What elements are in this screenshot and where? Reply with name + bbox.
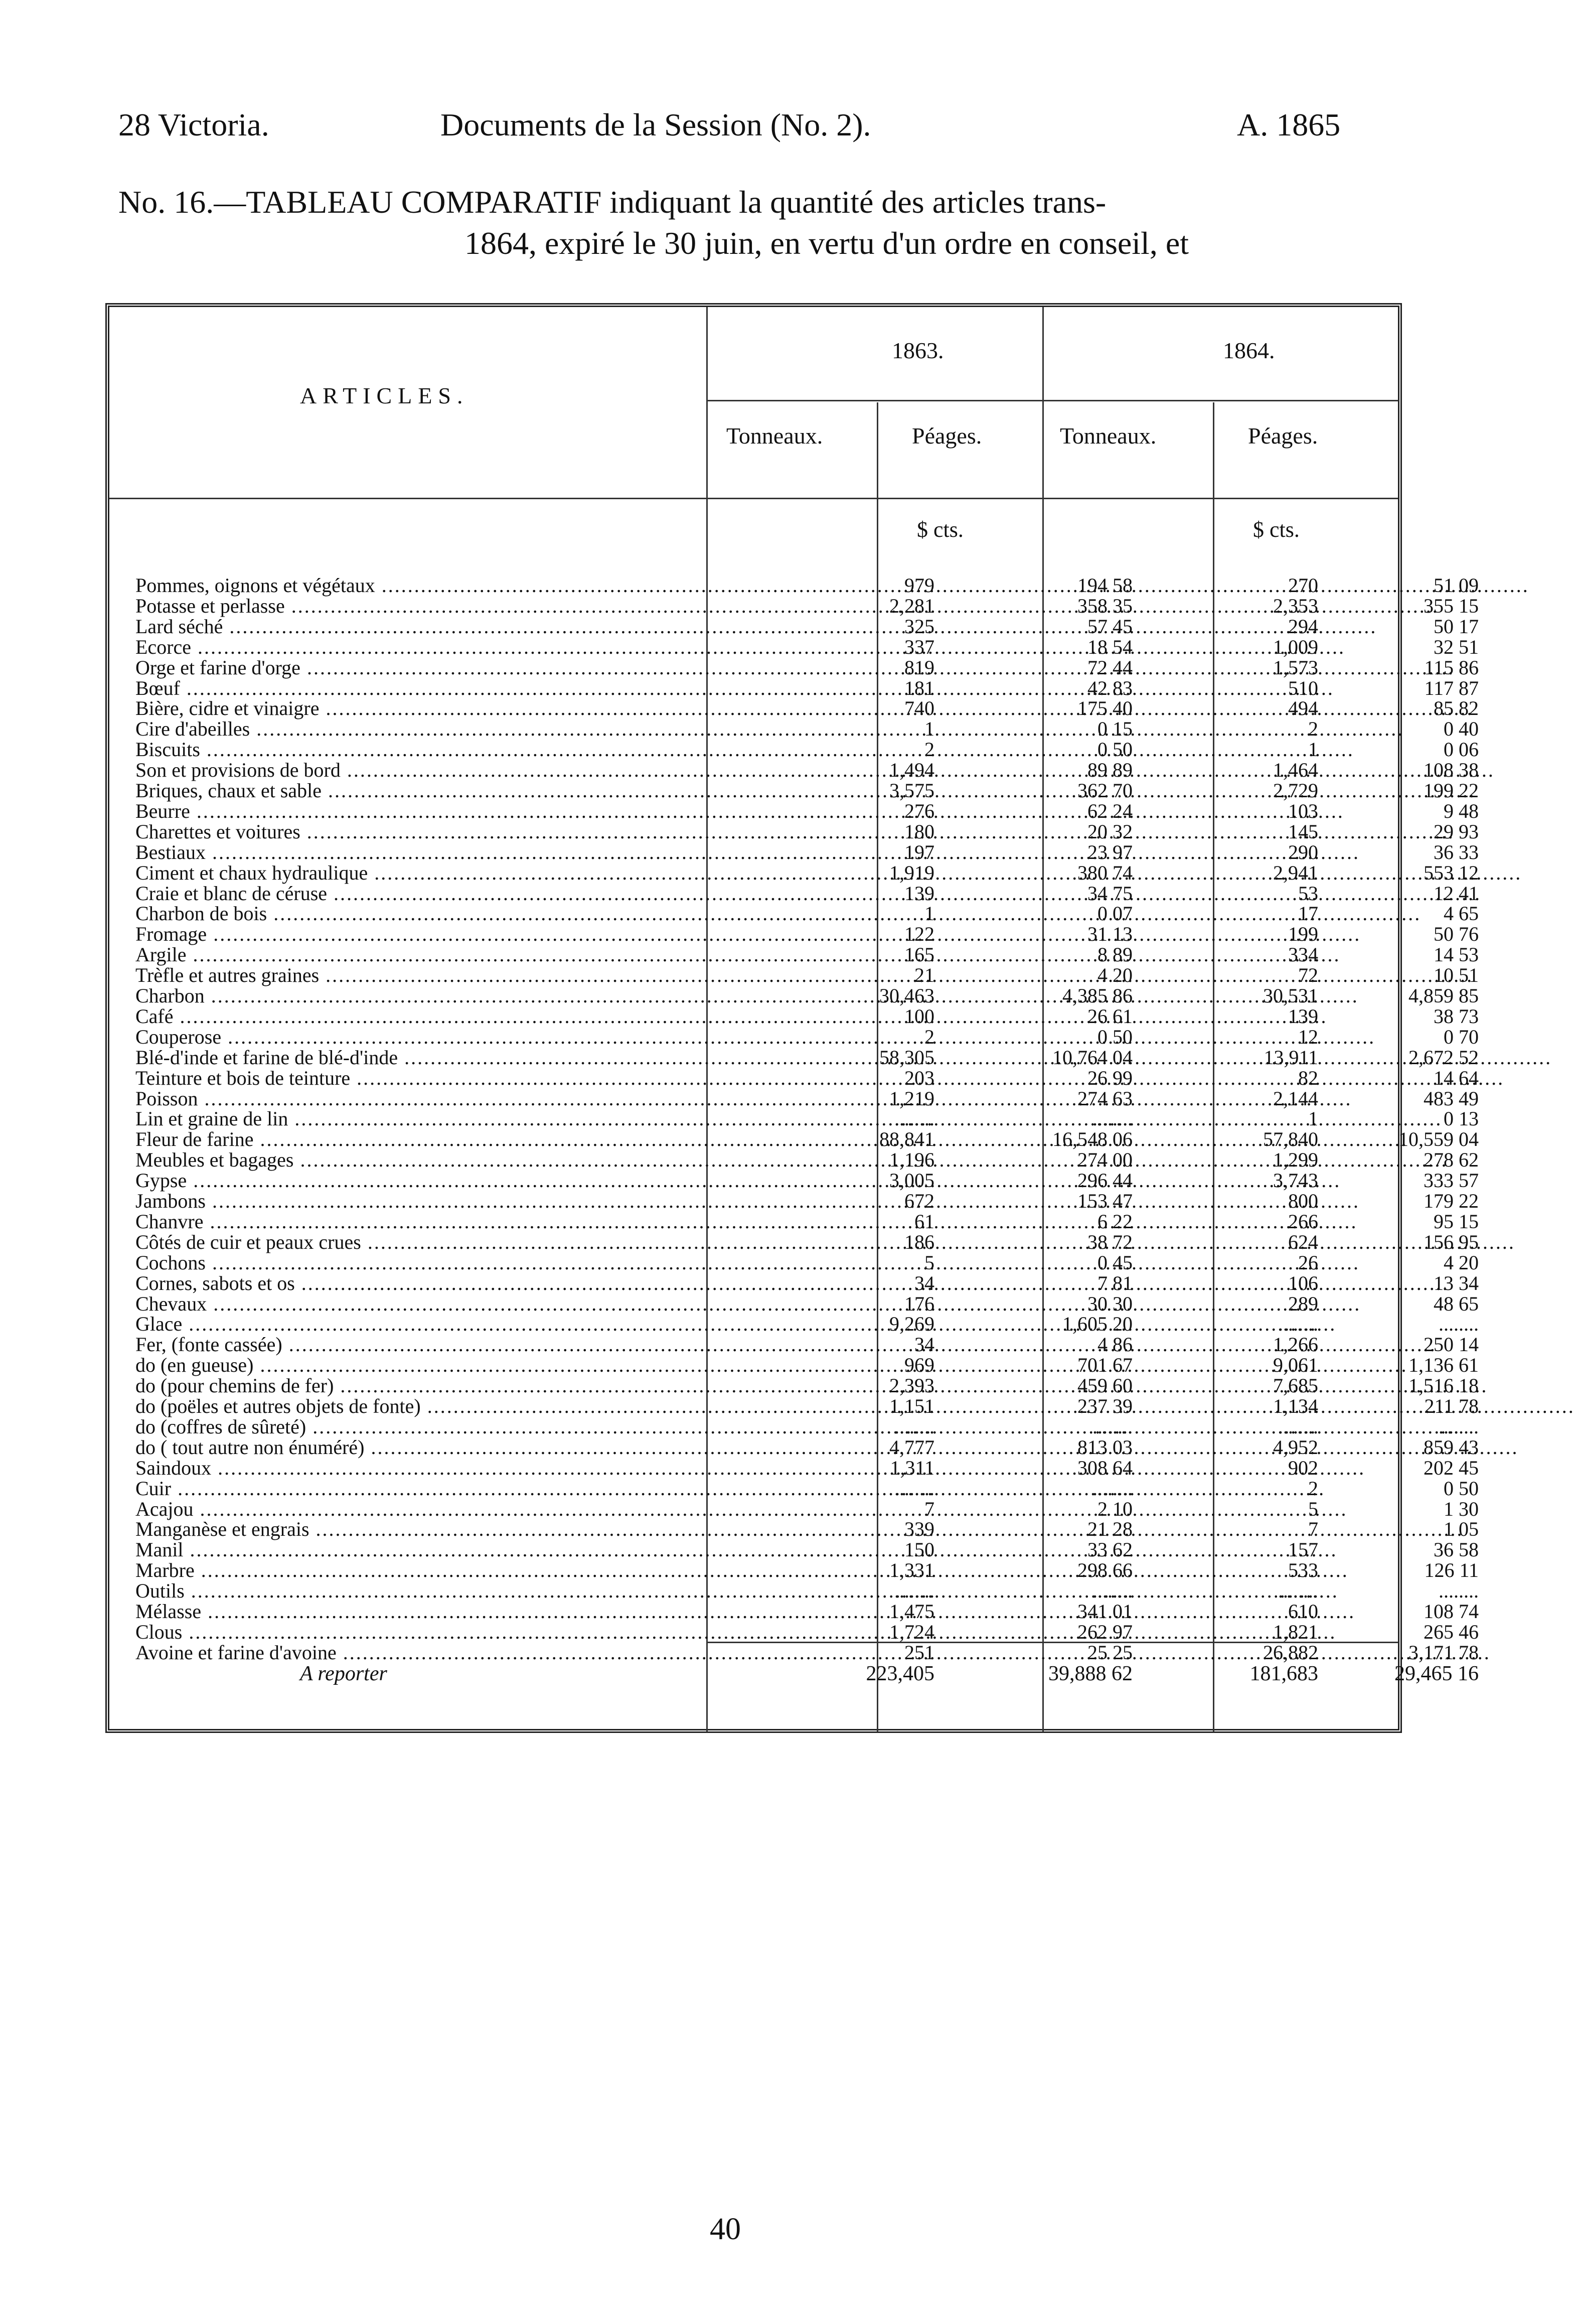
peages-1863: ........ <box>1092 1107 1133 1130</box>
peages-1864: 199 22 <box>1424 779 1479 802</box>
article-name: Bestiaux ..... <box>135 840 813 865</box>
article-name: do (poëles et autres objets de fonte) ..... <box>135 1394 813 1419</box>
tonneaux-1864: 2 <box>1308 1477 1318 1500</box>
peages-1863: 194 58 <box>1077 574 1133 597</box>
peages-1863: 26 61 <box>1087 1004 1133 1028</box>
peages-1864: 553 12 <box>1424 861 1479 884</box>
peages-1864: 85 82 <box>1434 697 1479 720</box>
article-name: Avoine et farine d'avoine ..... <box>135 1640 813 1665</box>
peages-1863: 0 15 <box>1097 717 1133 741</box>
peages-1864: 278 62 <box>1424 1148 1479 1172</box>
article-name: Charbon de bois ..... <box>135 901 813 926</box>
peages-1864: 1 30 <box>1444 1497 1479 1520</box>
article-name: Chevaux ..... <box>135 1291 813 1317</box>
peages-1863: 308 64 <box>1077 1456 1133 1479</box>
article-name: Argile ..... <box>135 942 813 967</box>
tonneaux-1863: ........ <box>894 1579 934 1603</box>
peages-1863: 262 97 <box>1077 1620 1133 1643</box>
tonneaux-1864: 9,061 <box>1273 1354 1318 1377</box>
tonneaux-1863: 1,724 <box>889 1620 934 1643</box>
peages-1863: 33 62 <box>1087 1538 1133 1561</box>
tonneaux-1864: 1,134 <box>1273 1395 1318 1417</box>
article-name: Biscuits ..... <box>135 737 813 762</box>
peages-1863: 72 44 <box>1087 656 1133 679</box>
tonneaux-1864: 17 <box>1298 902 1318 925</box>
peages-1863: 296 44 <box>1077 1169 1133 1192</box>
peages-1864: 250 14 <box>1424 1333 1479 1356</box>
peages-1864: 0 13 <box>1444 1107 1479 1130</box>
article-name: Briques, chaux et sable ..... <box>135 778 813 803</box>
peages-1863: ........ <box>1092 1415 1133 1438</box>
tonneaux-1863: 1 <box>924 717 934 741</box>
peages-1864: 1,516 18 <box>1408 1374 1479 1397</box>
peages-1863: 18 54 <box>1087 635 1133 658</box>
peages-1863: 380 74 <box>1077 861 1133 884</box>
tonneaux-1864: 266 <box>1288 1210 1318 1233</box>
tonneaux-1864: 1,573 <box>1273 656 1318 679</box>
tonneaux-1864: ........ <box>1278 1313 1318 1336</box>
peages-1864: 13 34 <box>1434 1271 1479 1294</box>
peages-1864: 1 05 <box>1444 1518 1479 1541</box>
peages-1863: 0 50 <box>1097 738 1133 761</box>
tonneaux-1863: 61 <box>914 1210 934 1233</box>
peages-1864: 483 49 <box>1424 1087 1479 1110</box>
tonneaux-1864: 157 <box>1288 1538 1318 1561</box>
article-name: Fleur de farine ..... <box>135 1127 813 1152</box>
tonneaux-1863: 1 <box>924 902 934 925</box>
table-title-line-2: 1864, expiré le 30 juin, en vertu d'un ordre en conseil, et <box>464 225 1189 261</box>
article-name: Blé-d'inde et farine de blé-d'inde ..... <box>135 1045 813 1070</box>
tonneaux-1863: ........ <box>894 1107 934 1130</box>
peages-1863: 274 00 <box>1077 1148 1133 1172</box>
year-header-rule <box>706 400 1398 401</box>
tonneaux-1863: 2 <box>924 1025 934 1048</box>
article-name: Acajou ..... <box>135 1497 813 1522</box>
tonneaux-1863: 180 <box>904 820 934 843</box>
article-name: Cornes, sabots et os ..... <box>135 1271 813 1296</box>
article-name: Fer, (fonte cassée) ..... <box>135 1332 813 1357</box>
tonneaux-1863: 139 <box>904 882 934 905</box>
tonneaux-1864: 139 <box>1288 1004 1318 1028</box>
tonneaux-1864: 290 <box>1288 840 1318 863</box>
peages-1864: 14 53 <box>1434 943 1479 966</box>
peages-1863: 0 07 <box>1097 902 1133 925</box>
peages-1864: 333 57 <box>1424 1169 1479 1192</box>
peages-1863: 25 25 <box>1087 1641 1133 1664</box>
peages-1864: 4 20 <box>1444 1251 1479 1274</box>
tonneaux-1863: 1,311 <box>890 1456 934 1479</box>
tonneaux-1864: 13,911 <box>1264 1046 1318 1069</box>
tonneaux-1864: 1 <box>1308 1107 1318 1130</box>
peages-1864: 179 22 <box>1424 1190 1479 1212</box>
header-bottom-rule <box>109 498 1398 499</box>
peages-1863: 4 20 <box>1097 964 1133 987</box>
article-name: Manil ..... <box>135 1537 813 1562</box>
tonneaux-1863: 339 <box>904 1518 934 1541</box>
peages-1864-header: Péages. <box>1248 423 1318 449</box>
tonneaux-1863: 3,005 <box>889 1169 934 1192</box>
article-name: Fromage ..... <box>135 922 813 947</box>
article-name: Lard séché ..... <box>135 614 813 639</box>
peages-1863: ........ <box>1092 1579 1133 1603</box>
article-name: Glace ..... <box>135 1312 813 1337</box>
article-name: Marbre ..... <box>135 1558 813 1583</box>
tonneaux-1863: 186 <box>904 1230 934 1253</box>
article-name: Chanvre ..... <box>135 1209 813 1234</box>
tonneaux-1864: 902 <box>1288 1456 1318 1479</box>
peages-1864: 355 15 <box>1424 594 1479 617</box>
tonneaux-1863: 1,331 <box>889 1559 934 1582</box>
tonneaux-1864: 510 <box>1288 676 1318 699</box>
tonneaux-1864: 26 <box>1298 1251 1318 1274</box>
tonneaux-1863: 122 <box>904 923 934 946</box>
article-name: Poisson ..... <box>135 1086 813 1111</box>
article-name: Côtés de cuir et peaux crues ..... <box>135 1230 813 1255</box>
tonneaux-1863: 58,305 <box>879 1046 934 1069</box>
tonneaux-1864: 1,299 <box>1273 1148 1318 1172</box>
tonneaux-1864: 7 <box>1308 1518 1318 1541</box>
article-name: do ( tout autre non énuméré) ..... <box>135 1435 813 1460</box>
article-name: do (en gueuse) ..... <box>135 1353 813 1378</box>
article-name: Orge et farine d'orge ..... <box>135 655 813 680</box>
article-name: Ciment et chaux hydraulique ..... <box>135 860 813 886</box>
peages-1863: 1,605 20 <box>1062 1313 1133 1336</box>
tonneaux-1864: ........ <box>1278 1579 1318 1603</box>
peages-1863: 23 97 <box>1087 840 1133 863</box>
peages-1864: 10,559 04 <box>1398 1128 1479 1151</box>
articles-column-header: ARTICLES. <box>300 383 469 408</box>
article-name: Cochons ..... <box>135 1250 813 1275</box>
comparative-table <box>105 303 1479 1733</box>
article-name: Charbon ..... <box>135 983 813 1008</box>
tonneaux-1863: 1,475 <box>889 1600 934 1623</box>
tonneaux-1863: 1,196 <box>889 1148 934 1172</box>
peages-1863: 362 70 <box>1077 779 1133 802</box>
tonneaux-1863: 325 <box>904 615 934 638</box>
tonneaux-1864: 1,821 <box>1273 1620 1318 1643</box>
tonneaux-1864: 2 <box>1308 717 1318 741</box>
peages-1864: 115 86 <box>1424 656 1479 679</box>
running-head-left: 28 Victoria. <box>118 107 269 142</box>
tonneaux-1863: 34 <box>914 1271 934 1294</box>
tonneaux-1864: 289 <box>1288 1292 1318 1315</box>
tonneaux-1864: 1,266 <box>1273 1333 1318 1356</box>
peages-1864: 36 58 <box>1434 1538 1479 1561</box>
tonneaux-1863: 9,269 <box>889 1313 934 1336</box>
year-1864-header: 1864. <box>1223 338 1275 363</box>
peages-1864: 36 33 <box>1434 840 1479 863</box>
article-name: Pommes, oignons et végétaux ..... <box>135 573 813 598</box>
tonneaux-1863: ........ <box>894 1415 934 1438</box>
running-head <box>0 106 1450 147</box>
tonneaux-1864: 1,009 <box>1273 635 1318 658</box>
table-title-line-1: No. 16.—TABLEAU COMPARATIF indiquant la quantité des articles trans- <box>118 184 1107 220</box>
peages-1864: 38 73 <box>1434 1004 1479 1028</box>
tonneaux-1863: 2,281 <box>889 594 934 617</box>
tonneaux-1863: 1,151 <box>889 1395 934 1417</box>
peages-1863: 7 81 <box>1097 1271 1133 1294</box>
tonneaux-1864: ........ <box>1278 1415 1318 1438</box>
article-name: do (coffres de sûreté) ..... <box>135 1414 813 1439</box>
article-name: Potasse et perlasse ..... <box>135 594 813 619</box>
peages-1864: 50 76 <box>1434 923 1479 946</box>
tonneaux-1863: 979 <box>904 574 934 597</box>
tonneaux-1863: 2,393 <box>889 1374 934 1397</box>
tonneaux-1863: 34 <box>914 1333 934 1356</box>
peages-1864: 108 74 <box>1424 1600 1479 1623</box>
article-name: Charettes et voitures ..... <box>135 819 813 844</box>
tonneaux-1863: 150 <box>904 1538 934 1561</box>
tonneaux-1863: 181 <box>904 676 934 699</box>
tonneaux-1864: 800 <box>1288 1190 1318 1212</box>
tonneaux-1863-header: Tonneaux. <box>726 423 823 449</box>
peages-1864: 2,672 52 <box>1408 1046 1479 1069</box>
total-label: A reporter <box>300 1662 387 1685</box>
tonneaux-1864-header: Tonneaux. <box>1060 423 1157 449</box>
article-name: Teinture et bois de teinture ..... <box>135 1066 813 1091</box>
tonneaux-1864: 2,941 <box>1273 861 1318 884</box>
year-1863-header: 1863. <box>892 338 944 363</box>
tonneaux-1863: 337 <box>904 635 934 658</box>
peages-1864: 4 65 <box>1444 902 1479 925</box>
unit-1863-peages: $ cts. <box>917 517 964 542</box>
peages-1863: 701 67 <box>1077 1354 1133 1377</box>
tonneaux-1864: 2,729 <box>1273 779 1318 802</box>
article-name: Bière, cidre et vinaigre ..... <box>135 696 813 721</box>
peages-1864: 156 95 <box>1424 1230 1479 1253</box>
peages-1863: 16,548 06 <box>1052 1128 1133 1151</box>
peages-1863: 31 13 <box>1087 923 1133 946</box>
peages-1864: 117 87 <box>1424 676 1479 699</box>
tonneaux-1863: 969 <box>904 1354 934 1377</box>
peages-1863: 175 40 <box>1077 697 1133 720</box>
tonneaux-1863: 7 <box>924 1497 934 1520</box>
total-tonneaux-1864: 181,683 <box>1249 1662 1318 1685</box>
total-peages-1864: 29,465 16 <box>1394 1662 1479 1685</box>
tonneaux-1863: 88,841 <box>879 1128 934 1151</box>
peages-1863: 341 01 <box>1077 1600 1133 1623</box>
tonneaux-1864: 30,531 <box>1263 984 1318 1007</box>
peages-1864: 0 70 <box>1444 1025 1479 1048</box>
article-name: Beurre ..... <box>135 799 813 824</box>
peages-1863: 0 50 <box>1097 1025 1133 1048</box>
peages-1863: 4,385 86 <box>1062 984 1133 1007</box>
tonneaux-1863: 276 <box>904 799 934 822</box>
peages-1863: 42 83 <box>1087 676 1133 699</box>
peages-1864: 0 50 <box>1444 1477 1479 1500</box>
tonneaux-1863: 4,777 <box>889 1435 934 1459</box>
peages-1863: 8 89 <box>1097 943 1133 966</box>
article-name: Son et provisions de bord ..... <box>135 758 813 783</box>
peages-1863: 34 75 <box>1087 882 1133 905</box>
peages-1863: 153 47 <box>1077 1190 1133 1212</box>
tonneaux-1863: 1,494 <box>889 759 934 782</box>
tonneaux-1864: 5 <box>1308 1497 1318 1520</box>
tonneaux-1864: 72 <box>1298 964 1318 987</box>
tonneaux-1863: 251 <box>904 1641 934 1664</box>
tonneaux-1863: 21 <box>914 964 934 987</box>
peages-1864: 0 06 <box>1444 738 1479 761</box>
peages-1864: 32 51 <box>1434 635 1479 658</box>
article-name: Café ..... <box>135 1004 813 1029</box>
peages-1864: 202 45 <box>1424 1456 1479 1479</box>
tonneaux-1863: 1,919 <box>889 861 934 884</box>
tonneaux-1864: 4,952 <box>1273 1435 1318 1459</box>
tonneaux-1864: 533 <box>1288 1559 1318 1582</box>
article-name: Ecorce ..... <box>135 635 813 660</box>
peages-1863: ........ <box>1092 1477 1133 1500</box>
total-tonneaux-1863: 223,405 <box>866 1662 934 1685</box>
peages-1864: 265 46 <box>1424 1620 1479 1643</box>
tonneaux-1863: 1,219 <box>889 1087 934 1110</box>
article-name: Cuir ..... <box>135 1476 813 1501</box>
tonneaux-1863: 2 <box>924 738 934 761</box>
tonneaux-1864: 624 <box>1288 1230 1318 1253</box>
tonneaux-1864: 57,840 <box>1263 1128 1318 1151</box>
peages-1864: 108 38 <box>1424 759 1479 782</box>
tonneaux-1864: 26,882 <box>1263 1641 1318 1664</box>
peages-1864: ........ <box>1439 1579 1479 1603</box>
article-name: Couperose ..... <box>135 1025 813 1050</box>
article-name: Clous ..... <box>135 1620 813 1645</box>
tonneaux-1864: 7,685 <box>1273 1374 1318 1397</box>
tonneaux-1864: 82 <box>1298 1066 1318 1089</box>
tonneaux-1864: 270 <box>1288 574 1318 597</box>
tonneaux-1863: 3,575 <box>889 779 934 802</box>
peages-1863: 38 72 <box>1087 1230 1133 1253</box>
tonneaux-1864: 103 <box>1288 799 1318 822</box>
peages-1863: 274 63 <box>1077 1087 1133 1110</box>
peages-1864: ........ <box>1439 1415 1479 1438</box>
peages-1864: 126 11 <box>1424 1559 1479 1582</box>
article-name: Jambons ..... <box>135 1189 813 1214</box>
peages-1863: 459 60 <box>1077 1374 1133 1397</box>
tonneaux-1864: 12 <box>1298 1025 1318 1048</box>
article-name: Saindoux ..... <box>135 1456 813 1481</box>
article-name: Mélasse ..... <box>135 1599 813 1624</box>
tonneaux-1863: 165 <box>904 943 934 966</box>
peages-1864: 0 40 <box>1444 717 1479 741</box>
peages-1863: 0 45 <box>1097 1251 1133 1274</box>
article-name: Gypse ..... <box>135 1168 813 1193</box>
peages-1864: 48 65 <box>1434 1292 1479 1315</box>
peages-1864: 3,171 78 <box>1408 1641 1479 1664</box>
running-head-center: Documents de la Session (No. 2). <box>440 107 871 142</box>
tonneaux-1864: 2,144 <box>1273 1087 1318 1110</box>
peages-1863: 89 89 <box>1087 759 1133 782</box>
peages-1864: 10 51 <box>1434 964 1479 987</box>
tonneaux-1864: 1 <box>1308 738 1318 761</box>
tonneaux-1863: 176 <box>904 1292 934 1315</box>
article-name: Craie et blanc de céruse ..... <box>135 881 813 906</box>
tonneaux-1863: 740 <box>904 697 934 720</box>
peages-1864: 211 78 <box>1424 1395 1479 1417</box>
peages-1863: 62 24 <box>1087 799 1133 822</box>
peages-1863: 10,764 04 <box>1052 1046 1133 1069</box>
peages-1864: ........ <box>1439 1313 1479 1336</box>
peages-1863: 20 32 <box>1087 820 1133 843</box>
tonneaux-1864: 199 <box>1288 923 1318 946</box>
tonneaux-1864: 106 <box>1288 1271 1318 1294</box>
article-name: Manganèse et engrais ..... <box>135 1517 813 1542</box>
peages-1864: 1,136 61 <box>1408 1354 1479 1377</box>
tonneaux-1863: 30,463 <box>879 984 934 1007</box>
tonneaux-1864: 1,464 <box>1273 759 1318 782</box>
tonneaux-1864: 294 <box>1288 615 1318 638</box>
tonneaux-1863: 203 <box>904 1066 934 1089</box>
tonneaux-1863: 5 <box>924 1251 934 1274</box>
tonneaux-1864: 610 <box>1288 1600 1318 1623</box>
peages-1863: 57 45 <box>1087 615 1133 638</box>
tonneaux-1864: 2,353 <box>1273 594 1318 617</box>
peages-1864: 29 93 <box>1434 820 1479 843</box>
page-number: 40 <box>710 2212 741 2246</box>
article-name: Bœuf ..... <box>135 676 813 701</box>
peages-1863: 2 10 <box>1097 1497 1133 1520</box>
peages-1863-header: Péages. <box>912 423 982 449</box>
tonneaux-1864: 145 <box>1288 820 1318 843</box>
unit-1864-peages: $ cts. <box>1253 517 1300 542</box>
article-name: Trèfle et autres graines ..... <box>135 963 813 988</box>
tonneaux-1864: 494 <box>1288 697 1318 720</box>
article-name: Cire d'abeilles ..... <box>135 716 813 742</box>
tonneaux-1864: 53 <box>1298 882 1318 905</box>
peages-1864: 859 43 <box>1424 1435 1479 1459</box>
peages-1863: 21 28 <box>1087 1518 1133 1541</box>
peages-1864: 9 48 <box>1444 799 1479 822</box>
tonneaux-1863: 100 <box>904 1004 934 1028</box>
article-name: do (pour chemins de fer) ..... <box>135 1373 813 1398</box>
peages-1864: 4,859 85 <box>1408 984 1479 1007</box>
peages-1863: 813 03 <box>1077 1435 1133 1459</box>
running-head-right: A. 1865 <box>1237 107 1341 142</box>
peages-1864: 50 17 <box>1434 615 1479 638</box>
peages-1863: 298 66 <box>1077 1559 1133 1582</box>
tonneaux-1863: 819 <box>904 656 934 679</box>
peages-1863: 6 22 <box>1097 1210 1133 1233</box>
peages-1863: 30 30 <box>1087 1292 1133 1315</box>
peages-1864: 95 15 <box>1434 1210 1479 1233</box>
peages-1864: 12 41 <box>1434 882 1479 905</box>
tonneaux-1863: 672 <box>904 1190 934 1212</box>
peages-1864: 51 09 <box>1434 574 1479 597</box>
tonneaux-1864: 334 <box>1288 943 1318 966</box>
tonneaux-1863: 197 <box>904 840 934 863</box>
total-peages-1863: 39,888 62 <box>1048 1662 1133 1685</box>
peages-1864: 14 64 <box>1434 1066 1479 1089</box>
tonneaux-1863: ........ <box>894 1477 934 1500</box>
peages-1863: 4 86 <box>1097 1333 1133 1356</box>
table-title <box>118 182 1392 264</box>
article-name: Outils ..... <box>135 1578 813 1604</box>
peages-1863: 237 39 <box>1077 1395 1133 1417</box>
peages-1863: 358 35 <box>1077 594 1133 617</box>
peages-1863: 26 99 <box>1087 1066 1133 1089</box>
tonneaux-1864: 3,743 <box>1273 1169 1318 1192</box>
article-name: Lin et graine de lin ..... <box>135 1106 813 1131</box>
article-name: Meubles et bagages ..... <box>135 1147 813 1173</box>
